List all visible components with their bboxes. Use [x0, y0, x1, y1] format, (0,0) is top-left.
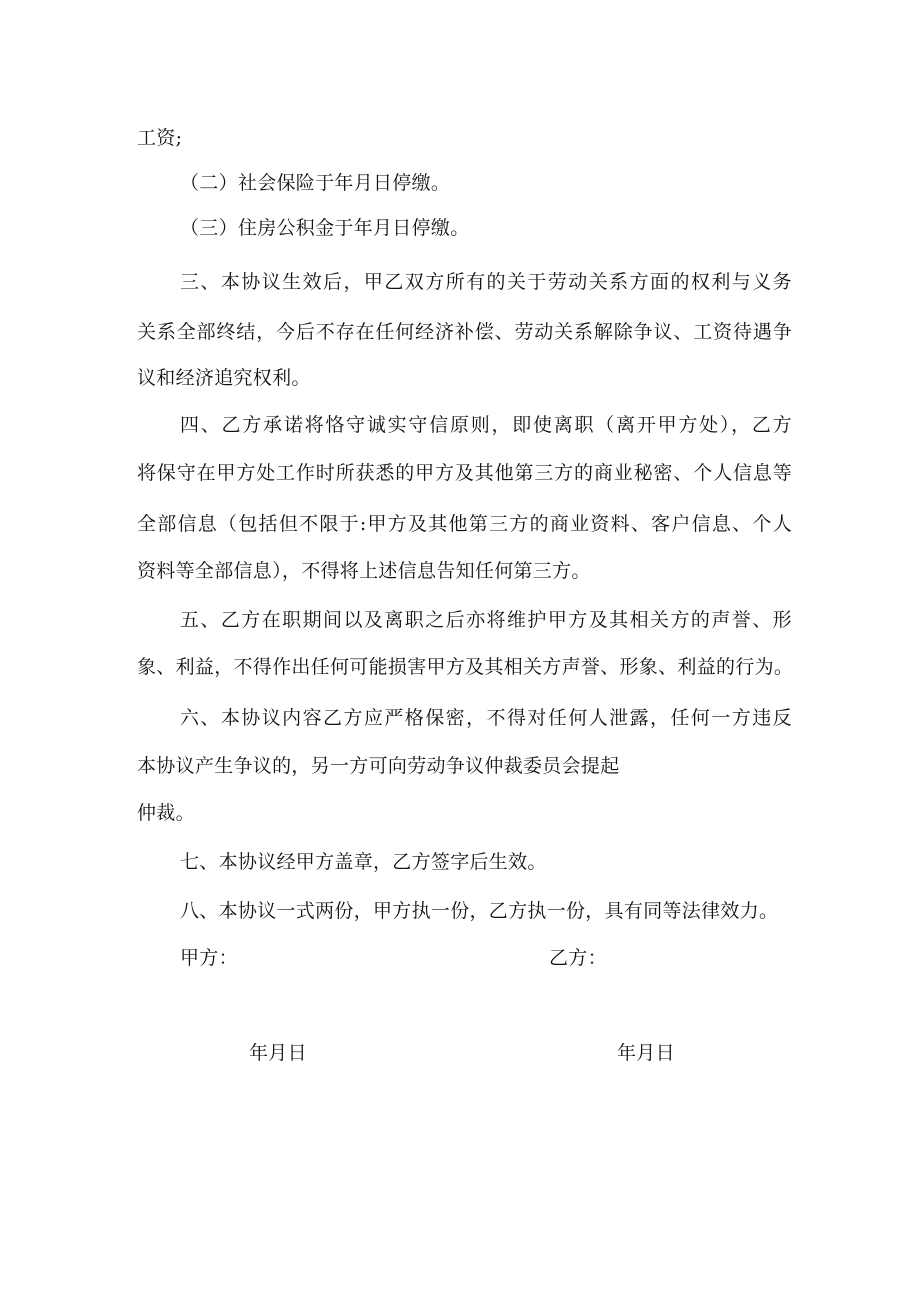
clause-6-line-3: 仲裁。: [137, 802, 195, 824]
clause-8: 八、本协议一式两份，甲方执一份，乙方执一份，具有同等法律效力。: [180, 900, 779, 922]
clause-6-line-1: 六、本协议内容乙方应严格保密，不得对任何人泄露，任何一方违反: [180, 707, 792, 729]
clause-3-line-3: 议和经济追究权利。: [137, 367, 311, 389]
party-a-date: 年月日: [249, 1042, 307, 1064]
clause-2-2: （二）社会保险于年月日停缴。: [180, 172, 451, 194]
clause-4-line-4: 资料等全部信息），不得将上述信息告知任何第三方。: [137, 560, 591, 582]
clause-5-line-2: 象、利益，不得作出任何可能损害甲方及其相关方声誉、形象、利益的行为。: [137, 656, 794, 678]
clause-3-line-2: 关系全部终结，今后不存在任何经济补偿、劳动关系解除争议、工资待遇争: [137, 321, 792, 343]
clause-7: 七、本协议经甲方盖章，乙方签字后生效。: [180, 851, 547, 873]
clause-3-line-1: 三、本协议生效后，甲乙双方所有的关于劳动关系方面的权利与义务: [180, 271, 792, 293]
clause-2-3: （三）住房公积金于年月日停缴。: [180, 217, 470, 239]
clause-6-line-2: 本协议产生争议的，另一方可向劳动争议仲裁委员会提起: [137, 755, 620, 777]
clause-4-line-3: 全部信息（包括但不限于:甲方及其他第三方的商业资料、客户信息、个人: [137, 513, 792, 535]
party-b-label: 乙方：: [549, 947, 607, 969]
text-line-wage: 工资;: [137, 127, 183, 149]
clause-5-line-1: 五、乙方在职期间以及离职之后亦将维护甲方及其相关方的声誉、形: [180, 609, 792, 631]
clause-4-line-2: 将保守在甲方处工作时所获悉的甲方及其他第三方的商业秘密、个人信息等: [137, 462, 792, 484]
party-a-label: 甲方：: [180, 947, 238, 969]
party-b-date: 年月日: [617, 1042, 675, 1064]
clause-4-line-1: 四、乙方承诺将恪守诚实守信原则，即使离职（离开甲方处），乙方: [180, 414, 792, 436]
